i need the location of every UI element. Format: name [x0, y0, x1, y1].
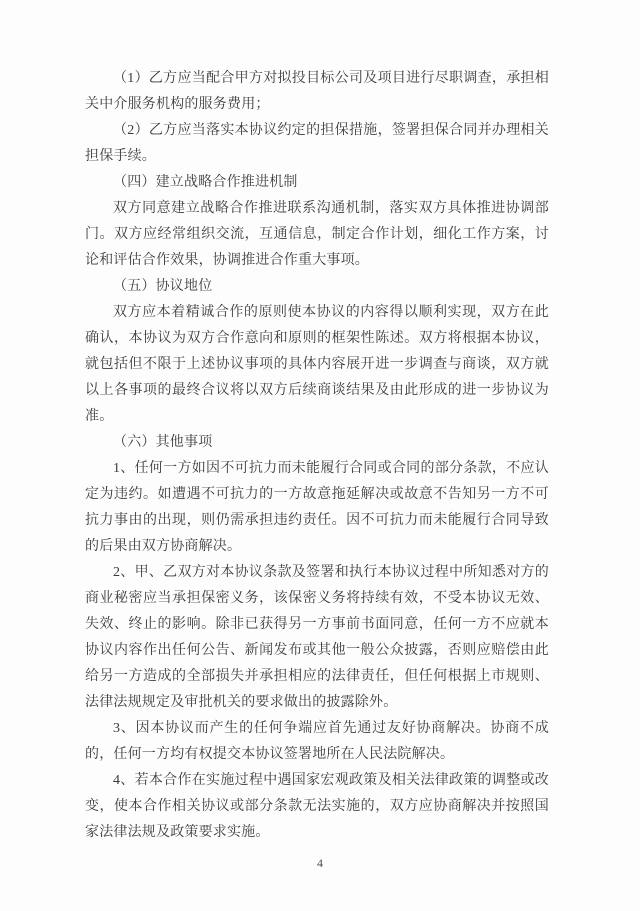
other-item-2: 2、甲、乙双方对本协议条款及签署和执行本协议过程中所知悉对方的商业秘密应当承担保密义务，该保密义务将持续有效，不受本协议无效、失效、终止的影响。除非已获得另一方事前书面同意，任何一方不应就本协议内容作出任何公告、新闻发布或其他一般公众披露，否则应赔偿由此给另一方造成的全部损失并承担相应的法律责任，但任何根据上市规则、法律法规规定及审批机关的要求做出的披露除外。: [85, 565, 549, 710]
document-body: [85, 66, 549, 846]
section-4-body: 双方同意建立战略合作推进联系沟通机制，落实双方具体推进协调部门。双方应经常组织交流，互通信息，制定合作计划，细化工作方案，讨论和评估合作效果，协调推进合作重大事项。: [85, 201, 549, 268]
clause-yifang-2: （2）乙方应当落实本协议约定的担保措施，签署担保合同并办理相关担保手续。: [85, 123, 549, 164]
section-heading-5: （五）协议地位: [113, 279, 213, 294]
clause-yifang-1: （1）乙方应当配合甲方对拟投目标公司及项目进行尽职调查，承担相关中介服务机构的服务费用；: [85, 71, 549, 112]
section-heading-4: （四）建立战略合作推进机制: [113, 175, 298, 190]
section-heading-6: （六）其他事项: [113, 435, 213, 450]
other-item-1: 1、任何一方如因不可抗力而未能履行合同或合同的部分条款，不应认定为违约。如遭遇不可抗力的一方故意拖延解决或故意不告知另一方不可抗力事由的出现，则仍需承担违约责任。因不可抗力而未能履行合同导致的后果由双方协商解决。: [85, 461, 549, 554]
other-item-4: 4、若本合作在实施过程中遇国家宏观政策及相关法律政策的调整或改变，使本合作相关协议或部分条款无法实施的，双方应协商解决并按照国家法律法规及政策要求实施。: [85, 773, 549, 840]
section-5-body: 双方应本着精诚合作的原则使本协议的内容得以顺利实现，双方在此确认，本协议为双方合作意向和原则的框架性陈述。双方将根据本协议，就包括但不限于上述协议事项的具体内容展开进一步调查与商谈，双方就以上各事项的最终合议将以双方后续商谈结果及由此形成的进一步协议为准。: [85, 305, 549, 424]
other-item-3: 3、因本协议而产生的任何争端应首先通过友好协商解决。协商不成的，任何一方均有权提交本协议签署地所在人民法院解决。: [85, 721, 549, 762]
page-number: 4: [317, 856, 323, 870]
